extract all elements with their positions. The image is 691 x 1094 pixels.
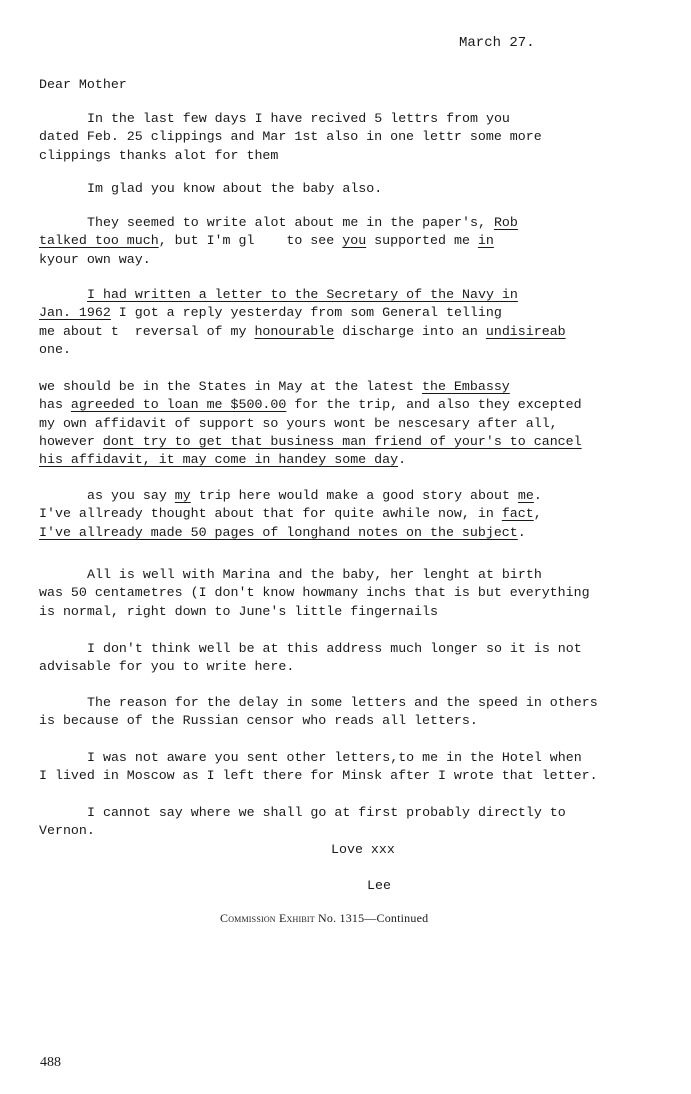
text-line <box>39 147 669 165</box>
text-segment: . <box>533 488 542 503</box>
paragraph <box>39 749 669 786</box>
text-segment: me about t reversal of my <box>39 323 255 339</box>
text-line <box>39 749 669 767</box>
letter-date: March 27. <box>459 35 535 51</box>
text-segment: however <box>39 433 103 449</box>
text-segment: I've allready thought about that for quite awhile now, in <box>39 506 502 522</box>
paragraph <box>39 110 669 165</box>
text-segment: has <box>39 397 71 413</box>
text-line <box>39 110 669 128</box>
text-line <box>39 505 669 523</box>
underlined-text: talked too much <box>39 233 159 249</box>
text-segment: we should be in the States in May at the latest <box>39 379 423 394</box>
text-line <box>39 767 669 785</box>
paragraph <box>39 487 669 542</box>
text-line <box>39 396 669 414</box>
text-line <box>39 433 669 451</box>
text-segment: In the last few days I have recived 5 lettrs from you <box>87 111 510 126</box>
text-segment: one. <box>39 341 71 357</box>
text-segment: as you say <box>87 488 175 503</box>
underlined-text: Rob <box>493 215 518 230</box>
exhibit-caption-label: Commission Exhibit <box>220 911 315 925</box>
text-segment: was 50 centametres (I don't know howmany inchs that is but everything <box>39 585 590 601</box>
text-line <box>39 584 669 602</box>
text-segment: , <box>533 506 542 522</box>
text-segment: All is well with Marina and the baby, her lenght at birth <box>87 567 542 582</box>
paragraph <box>39 566 669 621</box>
text-segment: my own affidavit of support so yours wont be nescesary after all, <box>39 415 558 431</box>
text-segment: discharge into an <box>334 323 486 339</box>
text-segment: kyour own way. <box>39 251 151 267</box>
underlined-text: undisireab <box>485 323 566 339</box>
text-line <box>39 128 669 146</box>
text-segment: for the trip, and also they excepted <box>286 397 582 413</box>
underlined-text: I had written a letter to the Secretary of the Navy in <box>87 287 518 302</box>
text-line <box>39 214 669 232</box>
page-number: 488 <box>40 1055 61 1070</box>
text-line <box>39 232 669 250</box>
exhibit-caption-number: No. 1315—Continued <box>318 911 429 925</box>
text-line <box>39 286 669 304</box>
text-line <box>39 822 669 840</box>
text-segment: They seemed to write alot about me in the paper's, <box>87 215 494 230</box>
text-segment: . <box>517 524 526 540</box>
paragraph <box>39 286 669 359</box>
text-segment: I cannot say where we shall go at first probably directly to <box>87 805 566 820</box>
text-segment: Vernon. <box>39 823 95 839</box>
underlined-text: you <box>342 233 367 249</box>
exhibit-caption <box>220 911 520 926</box>
text-line <box>39 712 669 730</box>
text-line <box>39 658 669 676</box>
text-line <box>39 566 669 584</box>
text-line <box>39 640 669 658</box>
text-line <box>39 694 669 712</box>
text-segment: trip here would make a good story about <box>190 488 518 503</box>
text-segment: Im glad you know about the baby also. <box>87 181 383 196</box>
underlined-text: my <box>174 488 191 503</box>
underlined-text: in <box>477 233 494 249</box>
text-line <box>39 603 669 621</box>
underlined-text: his affidavit, it may come in handey some day <box>39 452 399 468</box>
text-segment: clippings thanks alot for them <box>39 147 279 163</box>
underlined-text: the Embassy <box>422 379 510 394</box>
text-segment: , but I'm gl to see <box>158 233 343 249</box>
underlined-text: honourable <box>254 323 335 339</box>
underlined-text: agreeded to loan me $500.00 <box>70 397 287 413</box>
text-segment: is because of the Russian censor who reads all letters. <box>39 713 478 729</box>
text-segment: I don't think well be at this address much longer so it is not <box>87 641 582 656</box>
text-segment: I was not aware you sent other letters,to me in the Hotel when <box>87 750 582 765</box>
text-line <box>39 487 669 505</box>
underlined-text: Jan. 1962 <box>39 305 111 321</box>
letter-signature: Lee <box>367 878 391 893</box>
paragraph <box>39 640 669 677</box>
text-segment: . <box>398 452 407 468</box>
underlined-text: me <box>517 488 534 503</box>
text-segment: I lived in Moscow as I left there for Minsk after I wrote that letter. <box>39 768 598 784</box>
paragraph <box>39 378 669 469</box>
text-line <box>39 251 669 269</box>
paragraph <box>39 214 669 269</box>
letter-closing: Love xxx <box>331 842 395 857</box>
text-segment: I got a reply yesterday from som General telling <box>110 305 502 321</box>
text-segment: The reason for the delay in some letters and the speed in others <box>87 695 598 710</box>
paragraph <box>39 180 669 198</box>
underlined-text: I've allready made 50 pages of longhand notes on the subject <box>39 524 518 540</box>
text-segment: is normal, right down to June's little fingernails <box>39 603 438 619</box>
text-segment: dated Feb. 25 clippings and Mar 1st also in one lettr some more <box>39 129 542 145</box>
text-line <box>39 304 669 322</box>
underlined-text: fact <box>501 506 534 522</box>
text-line <box>39 524 669 542</box>
text-line <box>39 341 669 359</box>
text-line <box>39 415 669 433</box>
text-line <box>39 323 669 341</box>
text-line <box>39 804 669 822</box>
letter-greeting: Dear Mother <box>39 77 127 92</box>
text-segment: advisable for you to write here. <box>39 659 295 675</box>
text-segment: supported me <box>366 233 478 249</box>
text-line <box>39 378 669 396</box>
text-line <box>39 451 669 469</box>
paragraph <box>39 694 669 731</box>
underlined-text: dont try to get that business man friend of your's to cancel <box>102 433 582 449</box>
paragraph <box>39 804 669 841</box>
text-line <box>39 180 669 198</box>
